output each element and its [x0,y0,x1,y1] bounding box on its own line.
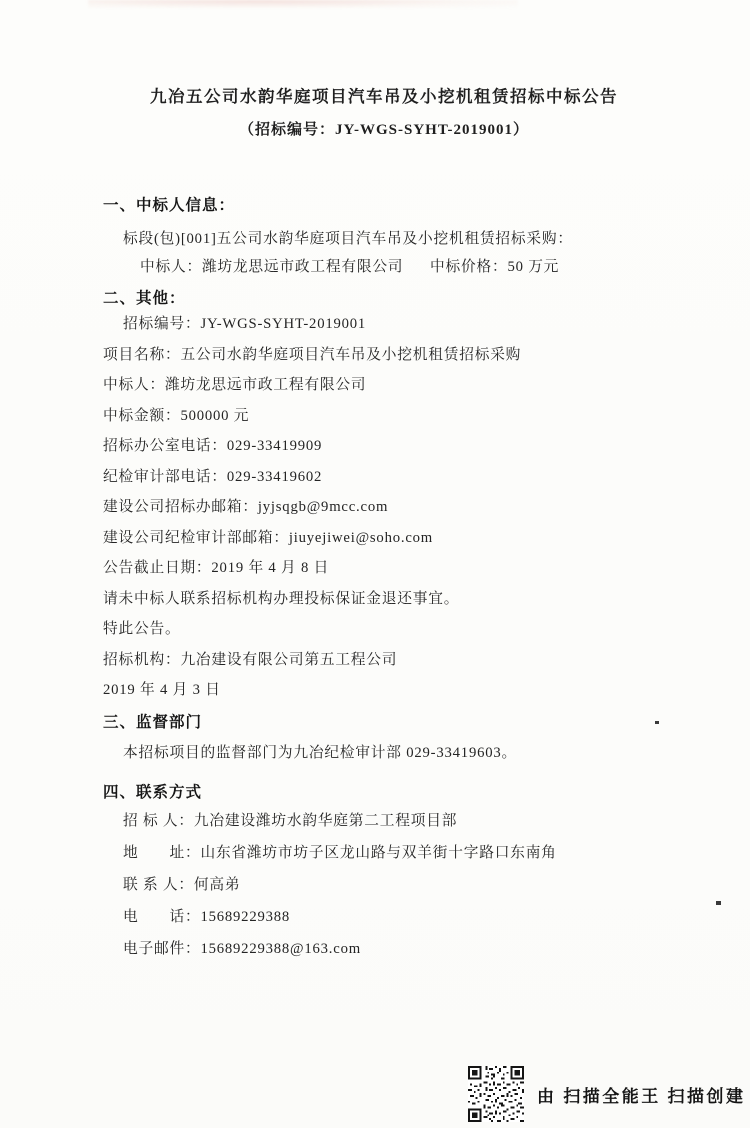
announcement-date-line: 2019 年 4 月 3 日 [103,682,221,698]
contact-address-label: 地 址： [123,845,201,861]
tender-number-subtitle: （招标编号：JY-WGS-SYHT-2019001） [239,122,529,138]
tender-agency-line: 招标机构：九冶建设有限公司第五工程公司 [103,651,398,668]
scanner-credit-text: 由 扫描全能王 扫描创建 [537,1086,746,1106]
contact-person-row [103,876,665,895]
tender-number-line: 招标编号：JY-WGS-SYHT-2019001 [123,316,367,332]
contact-tenderer-row [103,812,665,831]
section4-heading: 四、联系方式 [103,784,203,801]
tender-office-email-line: 建设公司招标办邮箱：jyjsqgb@9mcc.com [103,499,389,515]
lot-description-line: 标段(包)[001]五公司水韵华庭项目汽车吊及小挖机租赁招标采购： [123,231,573,247]
contact-tenderer-label: 招 标 人： [123,813,194,829]
announcement-closing-line: 特此公告。 [103,621,181,637]
deposit-refund-notice-line: 请未中标人联系招标机构办理投标保证金退还事宜。 [103,590,460,607]
winning-price: 中标价格：50 万元 [430,259,560,275]
section3-heading: 三、监督部门 [103,714,203,731]
contact-email-label: 电子邮件： [123,941,201,957]
contact-phone-row [103,908,665,927]
announcement-deadline-line: 公告截止日期：2019 年 4 月 8 日 [103,560,330,576]
audit-dept-email-line: 建设公司纪检审计部邮箱：jiuyejiwei@soho.com [103,529,434,546]
winner-row [103,258,665,277]
contact-email-value: 15689229388@163.com [200,941,361,957]
contact-person-value: 何高弟 [193,877,241,893]
audit-dept-phone-line: 纪检审计部电话：029-33419602 [103,468,323,485]
supervision-dept-line: 本招标项目的监督部门为九冶纪检审计部 029-33419603。 [123,745,518,761]
contact-address-value: 山东省潍坊市坊子区龙山路与双羊街十字路口东南角 [200,845,557,861]
section2-heading: 二、其他： [103,290,186,307]
project-name-line: 项目名称：五公司水韵华庭项目汽车吊及小挖机租赁招标采购 [103,346,522,363]
award-amount-line: 中标金额：500000 元 [103,407,250,424]
contact-tenderer-value: 九冶建设潍坊水韵华庭第二工程项目部 [193,813,458,829]
contact-phone-value: 15689229388 [200,909,291,925]
document-title: 九冶五公司水韵华庭项目汽车吊及小挖机租赁招标中标公告 [150,87,618,106]
contact-person-label: 联 系 人： [123,877,194,893]
contact-address-row [103,844,665,863]
contact-phone-label: 电 话： [123,909,201,925]
section1-heading: 一、中标人信息： [103,197,236,214]
qr-code-icon [468,1066,524,1122]
scanner-watermark [468,1066,746,1122]
tender-office-phone-line: 招标办公室电话：029-33419909 [103,438,323,454]
winner-name: 中标人：潍坊龙思远市政工程有限公司 [140,259,404,275]
contact-email-row [103,940,665,959]
winner-line: 中标人：潍坊龙思远市政工程有限公司 [103,377,367,393]
